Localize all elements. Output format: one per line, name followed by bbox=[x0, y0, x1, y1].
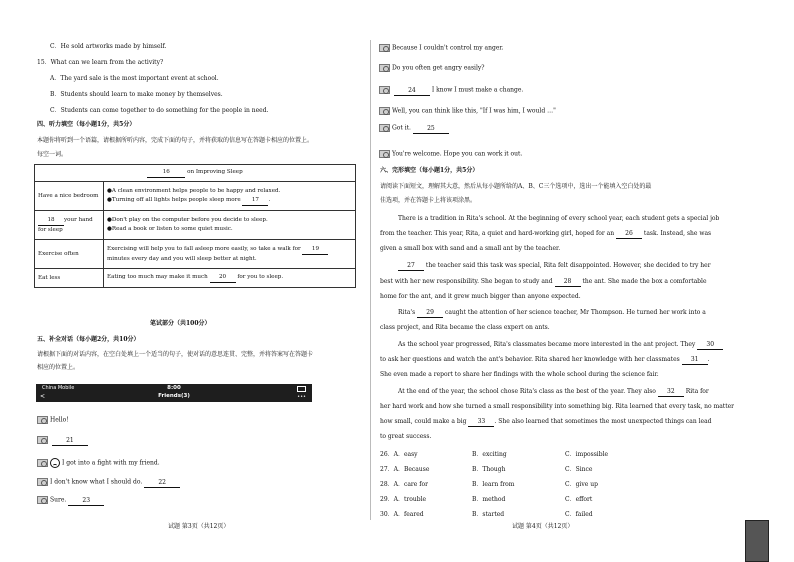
avatar-icon bbox=[379, 64, 390, 72]
row-line: ●A clean environment helps people to be happy and relaxed. bbox=[107, 187, 281, 194]
option-c[interactable]: C．give up bbox=[565, 481, 598, 488]
avatar-icon bbox=[379, 124, 390, 132]
menu-icon[interactable]: ••• bbox=[297, 394, 306, 400]
passage-line: class project, and Rita became the class expert on ants. bbox=[380, 324, 550, 331]
chat-message bbox=[379, 64, 484, 73]
section5-instructions: 请根据下面的对话内容，在空白处填上一个适当的句子，使对话的意思连贯、完整，并将答案写在答题卡 bbox=[37, 351, 314, 358]
row-line: ●Read a book or listen to some quiet music. bbox=[107, 226, 233, 232]
q15-option-a: A．The yard sale is the most important event at school. bbox=[50, 75, 219, 82]
table-header-row bbox=[35, 165, 356, 182]
passage-text: At the end of the year, the school chose Rita's class as the best of the year. They also bbox=[398, 388, 656, 395]
passage-line: She even made a report to share her findings with the whole school during the science fair. bbox=[380, 371, 659, 378]
option-c[interactable]: C．failed bbox=[565, 511, 593, 518]
option-b[interactable]: B．learn from bbox=[472, 481, 515, 488]
option-b[interactable]: B．started bbox=[472, 511, 505, 518]
blank-20[interactable]: 20 bbox=[210, 273, 236, 283]
row-text: your hand bbox=[64, 216, 93, 223]
section4-instructions-2: 每空一词。 bbox=[37, 151, 68, 158]
chat-message bbox=[37, 478, 180, 488]
chat-text: I got into a fight with my friend. bbox=[62, 459, 160, 467]
passage-line bbox=[398, 388, 709, 397]
blank-33[interactable]: 33 bbox=[468, 418, 494, 427]
blank-29[interactable]: 29 bbox=[417, 309, 443, 318]
passage-text: the teacher said this task was special, Rita felt disappointed. However, she decided to try her bbox=[425, 262, 711, 269]
chat-message bbox=[379, 44, 504, 53]
passage-text: to ask her questions and watch the ant's behavior. Rita shared her knowledge with her classmates bbox=[380, 356, 680, 363]
passage-line: There is a tradition in Rita's school. At the beginning of every school year, each student gets a special job bbox=[398, 215, 720, 222]
chat-text: Because I couldn't control my anger. bbox=[392, 44, 504, 52]
table-row bbox=[35, 211, 356, 240]
row-content bbox=[104, 240, 356, 269]
row-line: minutes every day and you will sleep better at night. bbox=[107, 255, 257, 262]
avatar-icon bbox=[37, 478, 48, 486]
blank-24[interactable]: 24 bbox=[394, 87, 430, 96]
blank-23[interactable]: 23 bbox=[68, 497, 104, 506]
option-c[interactable]: C．Since bbox=[565, 466, 593, 473]
table-title: on Improving Sleep bbox=[187, 169, 243, 175]
chat-text: Hello! bbox=[50, 416, 69, 424]
written-part-heading: 笔试部分（共100分） bbox=[150, 320, 211, 327]
option-b[interactable]: B．Though bbox=[472, 466, 506, 473]
blank-32[interactable]: 32 bbox=[658, 388, 684, 397]
blank-18[interactable]: 18 bbox=[38, 216, 64, 226]
chat-message bbox=[379, 107, 556, 116]
option-number: 26． bbox=[380, 451, 394, 458]
option-a[interactable]: A．trouble bbox=[393, 496, 427, 503]
battery-icon bbox=[297, 386, 306, 392]
chat-message bbox=[37, 458, 160, 468]
chat-message bbox=[37, 416, 69, 425]
passage-line: given a small box with sand and a small ant by the teacher. bbox=[380, 245, 561, 252]
avatar-icon bbox=[379, 150, 390, 158]
section5-instructions-2: 相应的位置上。 bbox=[37, 364, 80, 371]
section5-title: 五、补全对话（每小题2分，共10分） bbox=[37, 336, 140, 343]
row-line: for sleep bbox=[38, 226, 63, 233]
option-row bbox=[380, 511, 424, 519]
passage-line: to great success. bbox=[380, 433, 432, 440]
option-a[interactable]: A．Because bbox=[393, 466, 430, 473]
blank-30[interactable]: 30 bbox=[697, 341, 723, 350]
blank-26[interactable]: 26 bbox=[616, 230, 642, 239]
chat-text: You're welcome. Hope you can work it out. bbox=[392, 150, 523, 158]
option-c[interactable]: C．impossible bbox=[565, 451, 609, 458]
option-number: 28． bbox=[380, 481, 394, 488]
section6-title: 六、完形填空（每小题1分，共5分） bbox=[380, 167, 479, 174]
passage-text: task. Instead, she was bbox=[643, 230, 712, 237]
passage-line bbox=[380, 230, 711, 239]
passage-line: home for the ant, and it grew much bigger than anyone expected. bbox=[380, 293, 581, 300]
column-divider bbox=[370, 40, 371, 520]
option-c[interactable]: C．effort bbox=[565, 496, 593, 503]
chat-message bbox=[379, 86, 523, 96]
row-label bbox=[35, 211, 104, 240]
q15-option-b: B．Students should learn to make money by themselves. bbox=[50, 91, 223, 98]
option-row bbox=[380, 466, 429, 474]
option-a[interactable]: A．care for bbox=[393, 481, 428, 488]
avatar-icon bbox=[37, 416, 48, 424]
avatar-icon bbox=[379, 107, 390, 115]
row-text: Exercising will help you to fall asleep more easily, so take a walk for bbox=[107, 245, 301, 252]
side-tab[interactable] bbox=[745, 520, 769, 562]
row-content bbox=[104, 211, 356, 240]
passage-line: how small, could make a big 33 . She also learned that sometimes the most unexpected things can lead bbox=[380, 418, 712, 425]
option-number: 30． bbox=[380, 511, 394, 518]
chat-text: I know I must make a change. bbox=[431, 86, 524, 94]
row-text: . bbox=[268, 196, 271, 203]
sad-face-icon bbox=[50, 458, 60, 468]
passage-text: the ant. She made the box a comfortable bbox=[582, 278, 707, 285]
blank-27[interactable]: 27 bbox=[398, 262, 424, 271]
phone-chat-header bbox=[36, 384, 312, 402]
page-footer-left: 试题 第3页（共12页） bbox=[168, 523, 230, 530]
section4-title: 四、听力填空（每小题1分，共5分） bbox=[37, 121, 136, 128]
passage-text: She also learned that sometimes the most unexpected things can lead bbox=[498, 418, 712, 425]
avatar-icon bbox=[37, 496, 48, 504]
passage-text: caught the attention of her science teacher, Mr Thompson. He turned her work into a bbox=[445, 309, 706, 316]
option-row bbox=[380, 451, 418, 459]
blank-19[interactable]: 19 bbox=[302, 245, 328, 255]
blank-25[interactable]: 25 bbox=[413, 125, 449, 134]
blank-21[interactable]: 21 bbox=[52, 437, 88, 446]
row-text: Eating too much may make it much bbox=[107, 274, 208, 280]
option-number: 29． bbox=[380, 496, 394, 503]
table-row bbox=[35, 269, 356, 288]
passage-line bbox=[398, 262, 711, 271]
option-row bbox=[380, 481, 428, 489]
blank-22[interactable]: 22 bbox=[144, 479, 180, 488]
avatar-icon bbox=[37, 459, 48, 467]
q15-question: 15．What can we learn from the activity? bbox=[37, 59, 164, 66]
q14-option-c: C．He sold artworks made by himself. bbox=[50, 43, 167, 50]
blank-16[interactable]: 16 bbox=[147, 168, 185, 178]
sleep-table bbox=[34, 164, 356, 288]
chat-text: Do you often get angry easily? bbox=[392, 64, 485, 72]
blank-31[interactable]: 31 bbox=[682, 356, 708, 365]
row-line: ●Don't play on the computer before you decide to sleep. bbox=[107, 217, 268, 223]
row-text: for you to sleep. bbox=[237, 274, 284, 280]
row-line bbox=[38, 216, 100, 226]
option-b[interactable]: B．exciting bbox=[472, 451, 507, 458]
section4-instructions: 本题你将听到一个语篇，请根据所听内容，完成下面的句子，并将获取的信息写在答题卡相应的位置上。 bbox=[37, 137, 314, 144]
passage-text: best with her new responsibility. She began to study and bbox=[380, 278, 553, 285]
passage-text: from the teacher. This year, Rita, a quiet and hard-working girl, hoped for an bbox=[380, 230, 615, 237]
passage-text: Rita's bbox=[398, 309, 416, 316]
clock-time: 8:00 bbox=[167, 385, 181, 391]
option-number: 27． bbox=[380, 466, 394, 473]
option-b[interactable]: B．method bbox=[472, 496, 506, 503]
page-footer-right: 试题 第4页（共12页） bbox=[512, 523, 574, 530]
option-row bbox=[380, 496, 426, 504]
blank-28[interactable]: 28 bbox=[555, 278, 581, 287]
passage-text: As the school year progressed, Rita's classmates became more interested in the ant project. They bbox=[398, 341, 696, 348]
chat-message bbox=[379, 124, 449, 134]
passage-line bbox=[398, 309, 706, 318]
row-label: Have a nice bedroom bbox=[35, 182, 104, 211]
chat-message bbox=[37, 436, 88, 446]
back-arrow-icon[interactable]: < bbox=[40, 393, 46, 400]
chat-text: Sure. bbox=[50, 496, 67, 504]
row-text: ●Turning off all lights helps people sleep more bbox=[107, 196, 241, 203]
passage-text: Rita for bbox=[685, 388, 709, 395]
carrier-label: China Mobile bbox=[42, 385, 75, 391]
option-a[interactable]: A．feared bbox=[393, 511, 424, 518]
option-a[interactable]: A．easy bbox=[393, 451, 418, 458]
chat-text: Well, you can think like this, "If I was him, I would …" bbox=[392, 107, 556, 115]
row-label: Exercise often bbox=[35, 240, 104, 269]
avatar-icon bbox=[379, 86, 390, 94]
passage-line: to ask her questions and watch the ant's behavior. Rita shared her knowledge with her classmates 31 . bbox=[380, 356, 710, 363]
section6-instructions: 请阅读下面短文，理解其大意，然后从每小题所给的A、B、C三个选项中，选出一个能填入空白处的最 bbox=[380, 183, 652, 190]
chat-title: Friends(3) bbox=[158, 393, 190, 399]
avatar-icon bbox=[379, 44, 390, 52]
chat-text: I don't know what I should do. bbox=[50, 478, 143, 486]
row-content bbox=[104, 269, 356, 288]
chat-text: Got it. bbox=[392, 124, 411, 132]
table-row bbox=[35, 182, 356, 211]
passage-line bbox=[380, 278, 707, 287]
q15-option-c: C．Students can come together to do something for the people in need. bbox=[50, 107, 269, 114]
chat-message bbox=[379, 150, 522, 159]
section6-instructions-2: 佳选项，并在答题卡上将该项涂黑。 bbox=[380, 197, 477, 204]
passage-text: how small, could make a big bbox=[380, 418, 467, 425]
row-label: Eat less bbox=[35, 269, 104, 288]
row-line bbox=[107, 196, 352, 206]
passage-line bbox=[398, 341, 723, 350]
chat-message bbox=[37, 496, 104, 506]
avatar-icon bbox=[37, 436, 48, 444]
blank-17[interactable]: 17 bbox=[242, 196, 268, 206]
row-content bbox=[104, 182, 356, 211]
table-row bbox=[35, 240, 356, 269]
passage-line: her hard work and how she turned a small responsibility into something big. Rita learned that every task, no matter bbox=[380, 403, 735, 410]
row-line bbox=[107, 245, 352, 255]
